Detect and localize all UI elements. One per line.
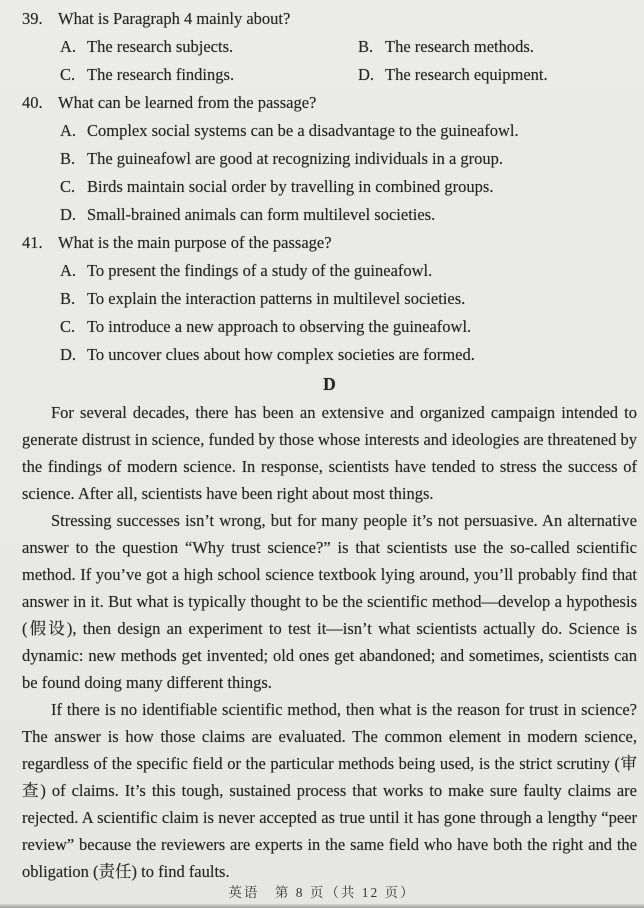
question-number: 40. <box>22 93 43 112</box>
option-39-b <box>358 33 637 61</box>
option-39-d <box>358 61 637 89</box>
option-40-d <box>60 201 637 229</box>
option-40-b <box>60 145 637 173</box>
option-text: Small-brained animals can form multilevel societies. <box>87 205 436 224</box>
option-text: To present the findings of a study of the guineafowl. <box>87 261 433 280</box>
question-text: What is Paragraph 4 mainly about? <box>58 9 291 28</box>
option-41-a <box>60 257 637 285</box>
question-text: What is the main purpose of the passage? <box>58 233 332 252</box>
option-text: The research findings. <box>87 65 235 84</box>
option-text: The guineafowl are good at recognizing individuals in a group. <box>87 149 504 168</box>
option-letter: B. <box>358 37 374 56</box>
question-number: 41. <box>22 233 43 252</box>
option-letter: B. <box>60 289 76 308</box>
option-text: To explain the interaction patterns in multilevel societies. <box>87 289 466 308</box>
option-text: Birds maintain social order by travelling in combined groups. <box>87 177 494 196</box>
option-text: The research equipment. <box>385 65 548 84</box>
question-text: What can be learned from the passage? <box>58 93 317 112</box>
option-41-d <box>60 341 637 369</box>
option-text: The research methods. <box>385 37 534 56</box>
option-40-c <box>60 173 637 201</box>
option-letter: B. <box>60 149 76 168</box>
option-letter: A. <box>60 121 77 140</box>
option-letter: A. <box>60 261 77 280</box>
scan-bottom-edge <box>0 904 644 908</box>
option-text: Complex social systems can be a disadvantage to the guineafowl. <box>87 121 519 140</box>
section-heading: D <box>323 374 336 394</box>
option-text: The research subjects. <box>87 37 234 56</box>
question-40-stem <box>22 89 637 117</box>
passage-paragraph-1: For several decades, there has been an extensive and organized campaign intended to generate distrust in science, funded by those whose interests and ideologies are threatened by the findings of modern science. In response, scientists have tended to stress the success of science. After all, scientists have been right about most things. <box>22 403 637 503</box>
passage-paragraph-3: If there is no identifiable scientific method, then what is the reason for trust in science? The answer is how those claims are evaluated. The common element in modern science, regardless of the specific field or the particular methods being used, is the strict scrutiny (审查) of claims. It’s this tough, sustained process that works to make sure faulty claims are rejected. A scientific claim is never accepted as true until it has gone through a lengthy “peer review” because the reviewers are experts in the same field who have both the right and the obligation (责任) to find faults. <box>22 700 637 881</box>
option-41-c <box>60 313 637 341</box>
option-letter: D. <box>60 345 77 364</box>
option-text: To introduce a new approach to observing the guineafowl. <box>87 317 472 336</box>
question-40-options <box>60 117 637 229</box>
option-text: To uncover clues about how complex societies are formed. <box>87 345 475 364</box>
option-41-b <box>60 285 637 313</box>
option-letter: C. <box>60 65 76 84</box>
passage-paragraph-2: Stressing successes isn’t wrong, but for many people it’s not persuasive. An alternative answer to the question “Why trust science?” is that scientists use the so-called scientific method. If you’ve got a high school science textbook lying around, you’ll probably find that answer in it. But what is typically thought to be the scientific method—develop a hypothesis (假设), then design an experiment to test it—isn’t what scientists actually do. Science is dynamic: new methods get invented; old ones get abandoned; and sometimes, scientists can be found doing many different things. <box>22 511 637 692</box>
question-40 <box>22 89 637 229</box>
option-letter: D. <box>358 65 375 84</box>
question-39 <box>22 5 637 89</box>
option-letter: C. <box>60 177 76 196</box>
option-39-a <box>60 33 358 61</box>
option-39-c <box>60 61 358 89</box>
question-39-options <box>60 33 637 89</box>
question-number: 39. <box>22 9 43 28</box>
question-39-stem <box>22 5 637 33</box>
option-letter: A. <box>60 37 77 56</box>
question-41-options <box>60 257 637 369</box>
page-footer: 英语 第 8 页（共 12 页） <box>228 885 416 900</box>
question-41 <box>22 229 637 369</box>
option-letter: C. <box>60 317 76 336</box>
question-41-stem <box>22 229 637 257</box>
option-40-a <box>60 117 637 145</box>
option-letter: D. <box>60 205 77 224</box>
